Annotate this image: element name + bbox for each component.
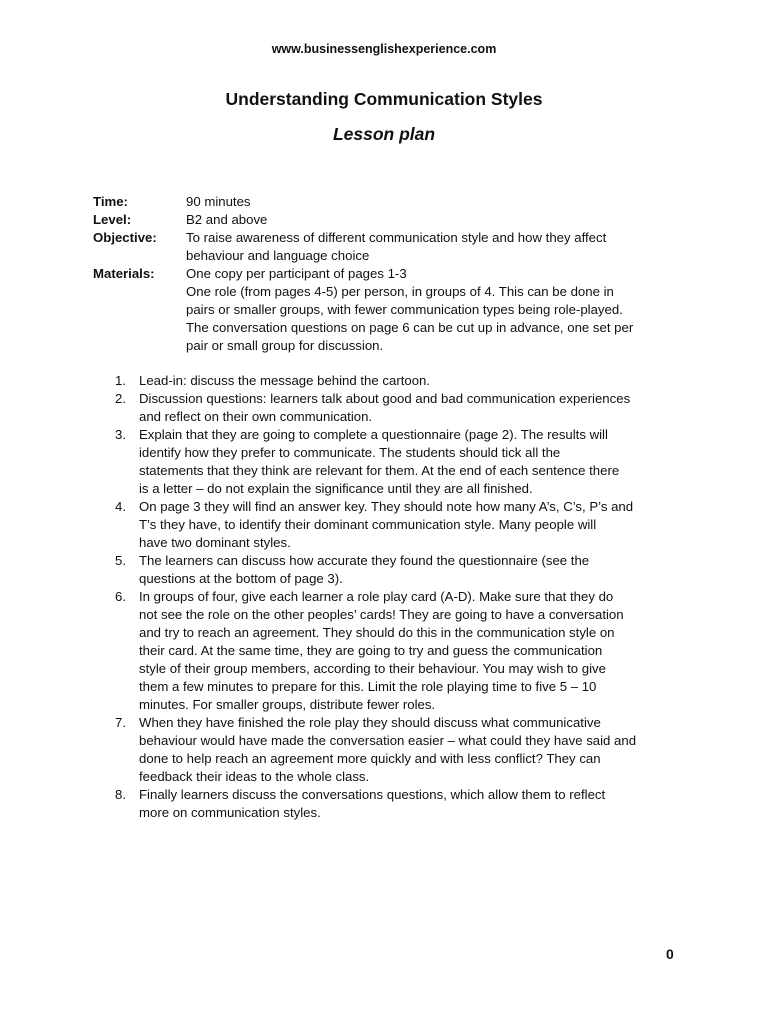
step-number: 8. [115,787,126,802]
step-line: feedback their ideas to the whole class. [139,769,370,784]
detail-value [186,265,693,355]
step-line: them a few minutes to prepare for this. Limit the role playing time to five 5 – 10 [139,679,597,694]
step-line: The learners can discuss how accurate they found the questionnaire (see the [139,553,590,568]
page-subtitle: Lesson plan [332,124,436,144]
detail-line: pairs or smaller groups, with fewer communication types being role-played. [186,302,623,317]
step-text [139,372,693,390]
step-line: style of their group members, according to their behaviour. You may wish to give [139,661,606,676]
step-text [139,552,693,588]
step-line: have two dominant styles. [139,535,291,550]
list-item [93,588,693,714]
list-item [93,552,693,588]
step-line: their card. At the same time, they are going to try and guess the communication [139,643,603,658]
lesson-details [93,193,693,355]
step-line: and try to reach an agreement. They should do this in the communication style on [139,625,615,640]
step-line: When they have finished the role play they should discuss what communicative [139,715,601,730]
step-text [139,786,693,822]
step-line: Lead-in: discuss the message behind the cartoon. [139,373,431,388]
detail-line: To raise awareness of different communication style and how they affect [186,230,607,245]
step-number: 5. [115,553,126,568]
list-item [93,426,693,498]
step-text [139,714,693,786]
step-text [139,498,693,552]
detail-line: behaviour and language choice [186,248,370,263]
lesson-steps [93,372,693,822]
detail-time [93,193,693,211]
step-line: not see the role on the other peoples’ cards! They are going to have a conversation [139,607,624,622]
step-line: In groups of four, give each learner a role play card (A-D). Make sure that they do [139,589,614,604]
detail-line: pair or small group for discussion. [186,338,384,353]
step-line: minutes. For smaller groups, distribute fewer roles. [139,697,436,712]
detail-value [186,193,693,211]
list-item [93,714,693,786]
step-line: is a letter – do not explain the significance until they are all finished. [139,481,533,496]
step-line: behaviour would have made the conversation easier – what could they have said and [139,733,637,748]
detail-materials [93,265,693,355]
detail-label: Time: [93,194,128,209]
detail-level [93,211,693,229]
list-item [93,372,693,390]
page-number: 0 [666,946,674,962]
step-line: done to help reach an agreement more quickly and with less conflict? They can [139,751,601,766]
step-text [139,426,693,498]
list-item [93,390,693,426]
step-line: On page 3 they will find an answer key. They should note how many A’s, C’s, P’s and [139,499,634,514]
step-line: identify how they prefer to communicate. The students should tick all the [139,445,561,460]
step-number: 7. [115,715,126,730]
detail-label: Materials: [93,266,155,281]
detail-value [186,229,693,265]
detail-line: One role (from pages 4-5) per person, in groups of 4. This can be done in [186,284,614,299]
step-text [139,390,693,426]
detail-objective [93,229,693,265]
step-line: questions at the bottom of page 3). [139,571,343,586]
step-line: Explain that they are going to complete a questionnaire (page 2). The results will [139,427,608,442]
step-number: 3. [115,427,126,442]
detail-label: Level: [93,212,132,227]
detail-label: Objective: [93,230,157,245]
step-number: 2. [115,391,126,406]
step-number: 1. [115,373,126,388]
step-number: 4. [115,499,126,514]
detail-line: The conversation questions on page 6 can be cut up in advance, one set per [186,320,634,335]
list-item [93,498,693,552]
step-line: more on communication styles. [139,805,321,820]
step-line: statements that they think are relevant for them. At the end of each sentence there [139,463,620,478]
detail-line: B2 and above [186,212,268,227]
detail-line: 90 minutes [186,194,251,209]
step-line: Finally learners discuss the conversations questions, which allow them to reflect [139,787,606,802]
step-line: T’s they have, to identify their dominant communication style. Many people will [139,517,597,532]
step-text [139,588,693,714]
site-url: www.businessenglishexperience.com [271,42,497,56]
list-item [93,786,693,822]
page-title: Understanding Communication Styles [225,89,543,109]
detail-value [186,211,693,229]
step-line: and reflect on their own communication. [139,409,373,424]
step-line: Discussion questions: learners talk about good and bad communication experiences [139,391,631,406]
step-number: 6. [115,589,126,604]
detail-line: One copy per participant of pages 1-3 [186,266,407,281]
